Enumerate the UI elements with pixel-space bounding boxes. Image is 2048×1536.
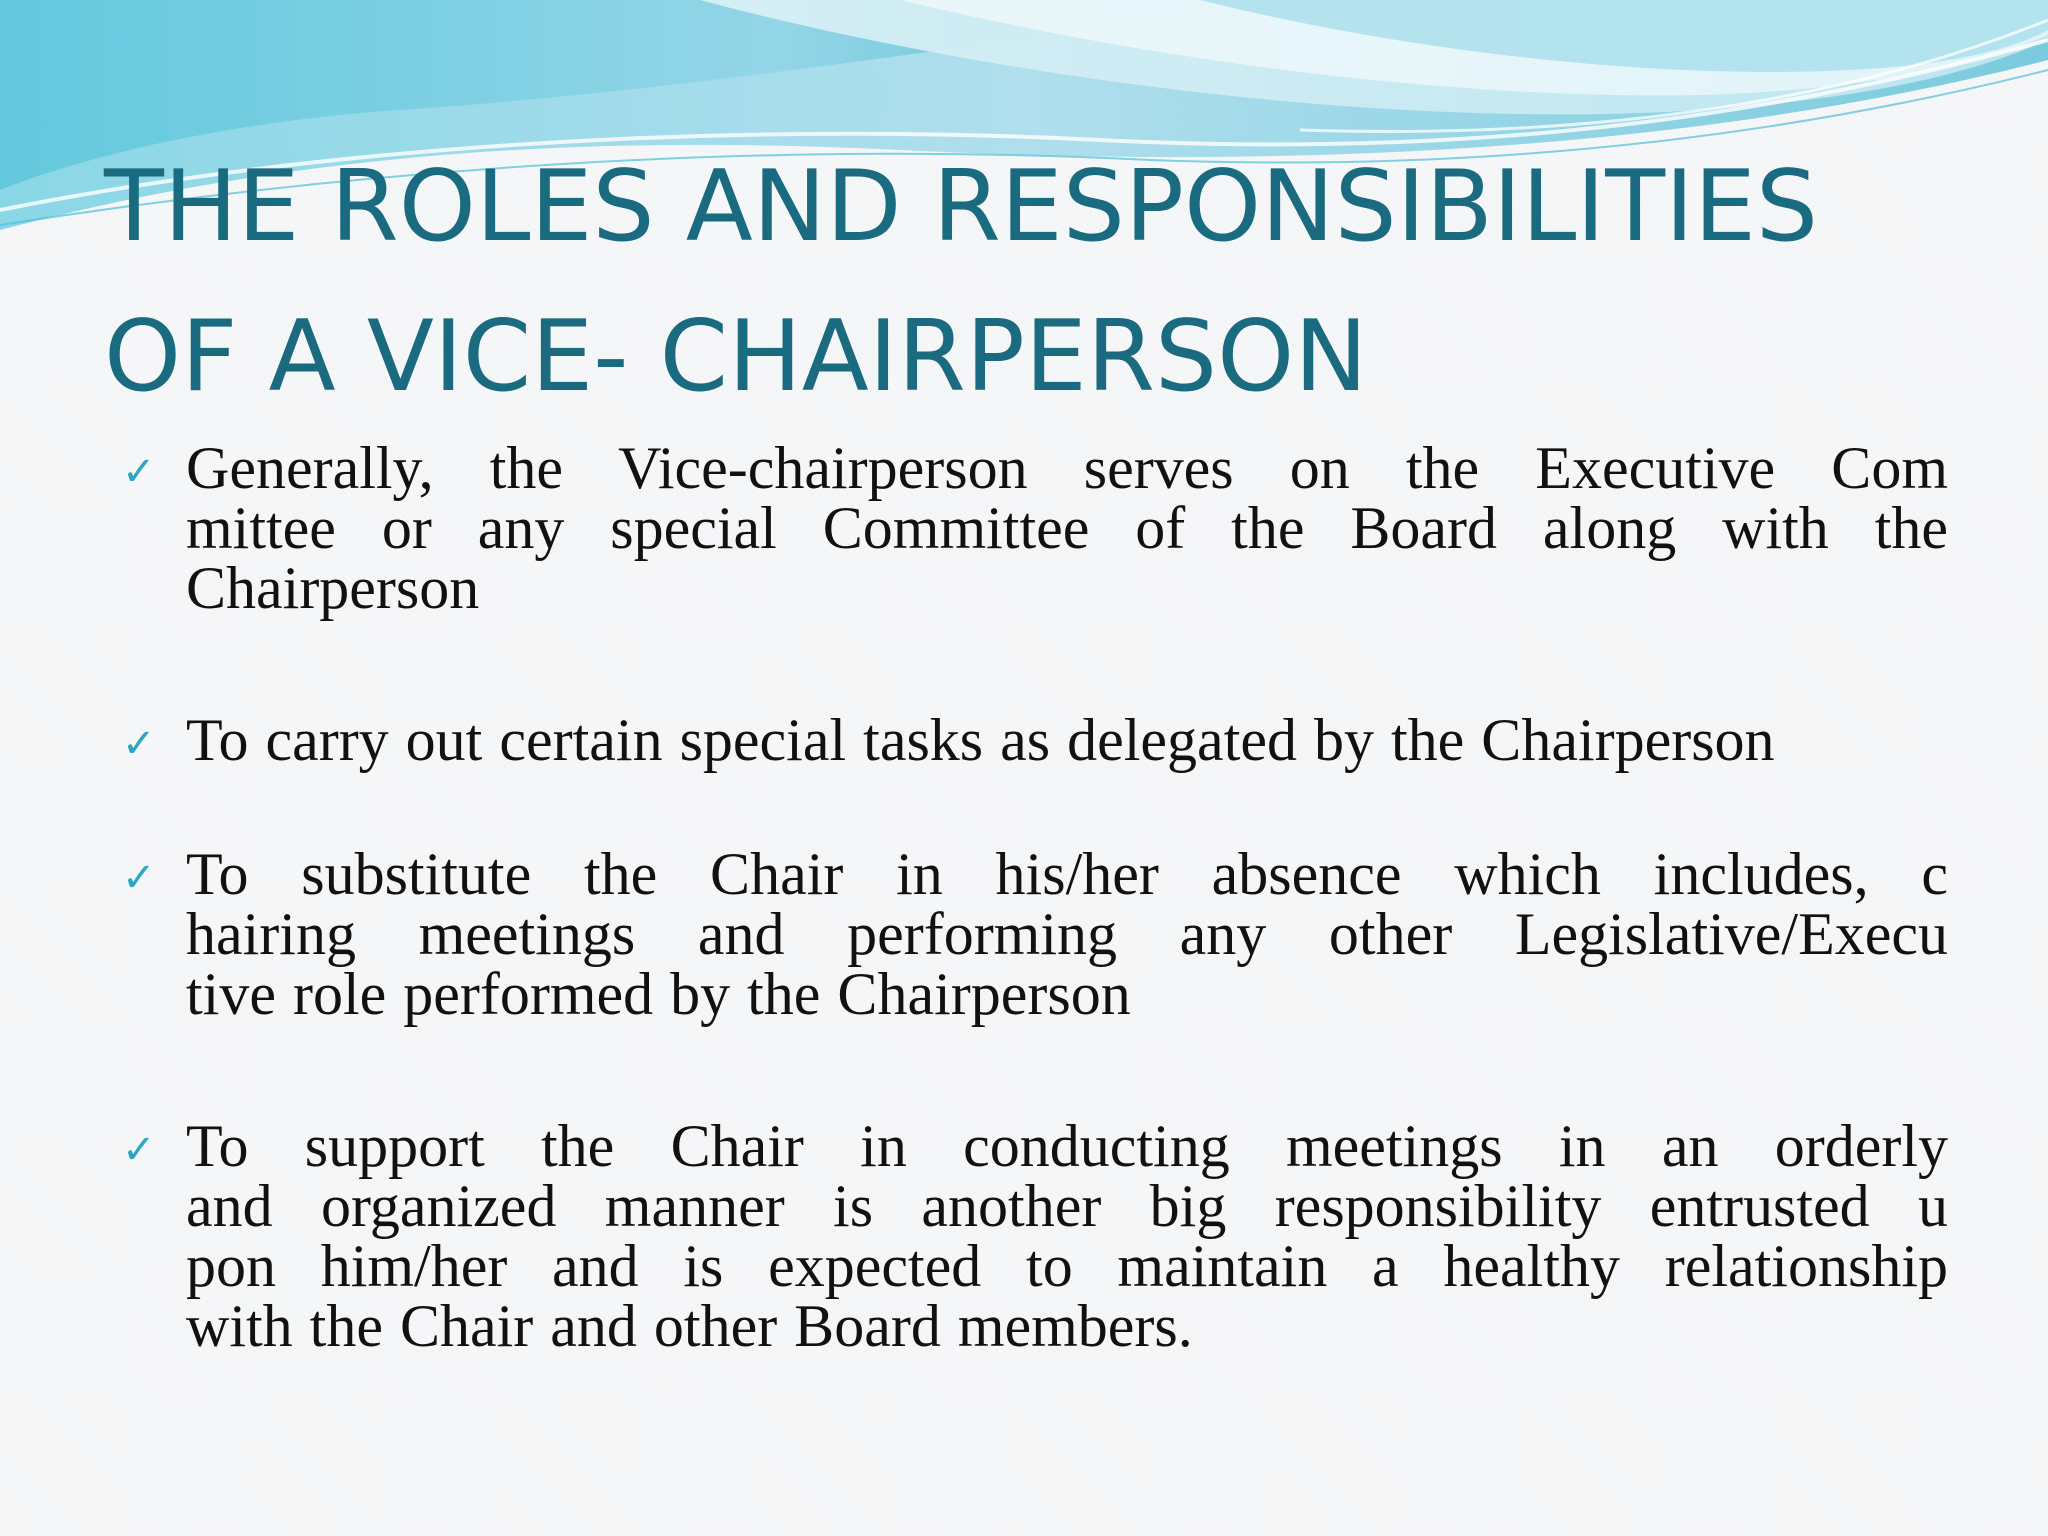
checkmark-icon: ✓ (122, 449, 156, 495)
bullet-text (186, 1113, 1948, 1359)
checkmark-icon: ✓ (122, 721, 156, 767)
bullet-text (186, 435, 1948, 621)
checkmark-icon: ✓ (122, 1127, 156, 1173)
bullet-text (186, 841, 1948, 1027)
checkmark-icon: ✓ (122, 855, 156, 901)
bullet-line: hairing meetings and performing any other Legislative/Execu (186, 901, 1948, 967)
title-line-1: THE ROLES AND RESPONSIBILITIES (104, 150, 1819, 264)
bullet-line: To carry out certain special tasks as delegated by the Chairperson (186, 707, 1775, 773)
bullet-line: and organized manner is another big responsibility entrusted u (186, 1173, 1948, 1239)
bullet-line: To support the Chair in conducting meetings in an orderly (186, 1113, 1948, 1179)
bullet-line: To substitute the Chair in his/her absence which includes, c (186, 841, 1948, 907)
title-line-2: OF A VICE- CHAIRPERSON (104, 300, 1368, 414)
bullet-line: Chairperson (186, 555, 480, 621)
bullet-line: with the Chair and other Board members. (186, 1293, 1193, 1359)
bullet-text (186, 707, 1948, 773)
bullet-line: mittee or any special Committee of the Board along with the (186, 495, 1948, 561)
bullet-line: tive role performed by the Chairperson (186, 961, 1131, 1027)
bullet-line: Generally, the Vice-chairperson serves on the Executive Com (186, 435, 1948, 501)
bullet-line: pon him/her and is expected to maintain a healthy relationship (186, 1233, 1948, 1299)
